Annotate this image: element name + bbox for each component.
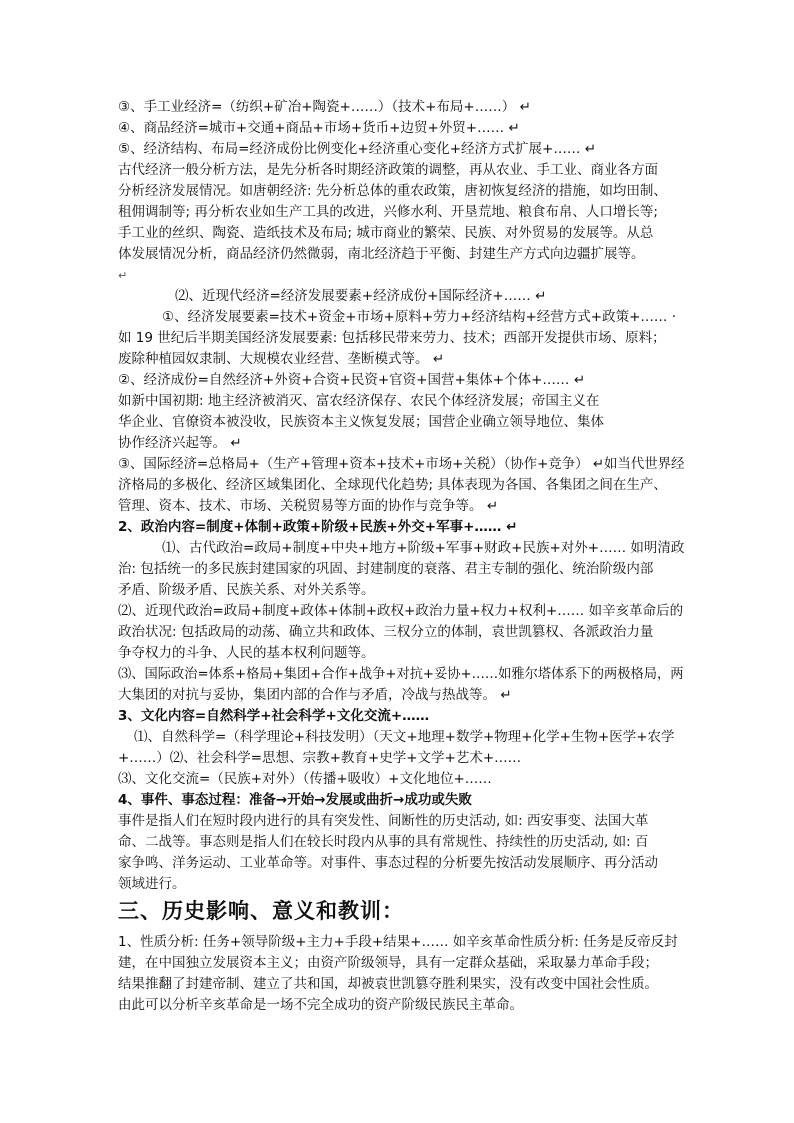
text-line: 租佣调制等; 再分析农业如生产工具的改进，兴修水利、开垦荒地、粮食布帛、人口增长等; bbox=[118, 204, 658, 220]
text-line: 废除种植园奴隶制、大规模农业经营、垄断模式等。 ↵ bbox=[118, 351, 445, 367]
text-line: 济格局的多极化、经济区域集团化、全球现代化趋势; 具体表现为各国、各集团之间在生产、 bbox=[118, 477, 667, 493]
text-line: 大集团的对抗与妥协，集团内部的合作与矛盾，冷战与热战等。 ↵ bbox=[118, 687, 512, 703]
paragraph-mark: ↵ bbox=[118, 269, 128, 282]
text-line: 由此可以分析辛亥革命是一场不完全成功的资产阶级民族民主革命。 bbox=[118, 997, 523, 1013]
text-line: 如新中国初期: 地主经济被消灭、富农经济保存、农民个体经济发展；帝国主义在 bbox=[118, 393, 600, 409]
text-line: 建，在中国独立发展资本主义；由资产阶级领导，具有一定群众基础，采取暴力革命手段； bbox=[118, 955, 658, 971]
text-line: ⑤、经济结构、布局=经济成份比例变化+经济重心变化+经济方式扩展+…… ↵ bbox=[118, 141, 596, 157]
text-line: 体发展情况分析，商品经济仍然微弱，南北经济趋于平衡、封建生产方式向边疆扩展等。 bbox=[118, 246, 645, 262]
text-line: ③、手工业经济=（纺织+矿冶+陶瓷+……）（技术+布局+……） ↵ bbox=[118, 99, 531, 115]
text-line: ⑶、文化交流=（民族+对外）（传播+吸收）+文化地位+…… bbox=[118, 771, 492, 787]
text-line: 治: 包括统一的多民族封建国家的巩固、封建制度的衰落、君主专制的强化、统治阶级内部 bbox=[118, 561, 654, 577]
text-line: ⑶、国际政治=体系+格局+集团+合作+战争+对抗+妥协+……如雅尔塔体系下的两极格局，两 bbox=[118, 666, 684, 682]
text-line: 1、性质分析: 任务+领导阶级+主力+手段+结果+…… 如辛亥革命性质分析: 任务是反帝反封 bbox=[118, 934, 678, 950]
text-line: ⑴、自然科学=（科学理论+科技发明）（天文+地理+数学+物理+化学+生物+医学+农学 bbox=[134, 729, 675, 745]
text-line: ①、经济发展要素=技术+资金+市场+原料+劳力+经济结构+经营方式+政策+…… · bbox=[162, 309, 676, 325]
text-line: 结果推翻了封建帝制、建立了共和国，却被袁世凯篡夺胜利果实，没有改变中国社会性质。 bbox=[118, 976, 658, 992]
text-line: 管理、资本、技术、市场、关税贸易等方面的协作与竞争等。 ↵ bbox=[118, 498, 499, 514]
text-line: ②、经济成份=自然经济+外资+合资+民资+官资+国营+集体+个体+…… ↵ bbox=[118, 372, 586, 388]
text-line: 分析经济发展情况。如唐朝经济: 先分析总体的重农政策，唐初恢复经济的措施，如均田制、 bbox=[118, 183, 667, 199]
text-line: ⑵、近现代政治=政局+制度+政体+体制+政权+政治力量+权力+权利+…… 如辛亥革命后的 bbox=[118, 603, 684, 619]
text-line: 争夺权力的斗争、人民的基本权利问题等。 bbox=[118, 645, 375, 661]
text-line: 矛盾、阶级矛盾、民族关系、对外关系等。 bbox=[118, 582, 375, 598]
text-line: 手工业的丝织、陶瓷、造纸技术及布局; 城市商业的繁荣、民族、对外贸易的发展等。从总 bbox=[118, 225, 654, 241]
text-line: 家争鸣、洋务运动、工业革命等。对事件、事态过程的分析要先按活动发展顺序、再分活动 bbox=[118, 855, 658, 871]
text-line: ⑴、古代政治=政局+制度+中央+地方+阶级+军事+财政+民族+对外+…… 如明清政 bbox=[162, 540, 685, 556]
text-line: 命、二战等。事态则是指人们在较长时段内从事的具有常规性、持续性的历史活动, 如: 百 bbox=[118, 834, 649, 850]
text-line: ⑵、近现代经济=经济发展要素+经济成份+国际经济+…… ↵ bbox=[175, 288, 547, 304]
text-line: 2、政治内容=制度+体制+政策+阶级+民族+外交+军事+…… ↵ bbox=[118, 519, 518, 535]
text-line: 事件是指人们在短时段内进行的具有突发性、间断性的历史活动, 如: 西安事变、法国大革 bbox=[118, 813, 649, 829]
section-heading: 三、历史影响、意义和教训： bbox=[118, 899, 404, 923]
text-line: 3、文化内容=自然科学+社会科学+文化交流+…… bbox=[118, 708, 430, 724]
text-line: 如 19 世纪后半期美国经济发展要素: 包括移民带来劳力、技术；西部开发提供市场、原料； bbox=[118, 330, 666, 346]
text-line: +……）⑵、社会科学=思想、宗教+教育+史学+文学+艺术+…… bbox=[118, 750, 522, 766]
text-line: 协作经济兴起等。 ↵ bbox=[118, 435, 242, 451]
text-line: 政治状况: 包括政局的动荡、确立共和政体、三权分立的体制，袁世凯篡权、各派政治力量 bbox=[118, 624, 654, 640]
text-line: ③、国际经济=总格局+（生产+管理+资本+技术+市场+关税）（协作+竞争） ↵如当代世界经 bbox=[118, 456, 685, 472]
text-line: 4、事件、事态过程：准备→开始→发展或曲折→成功或失败 bbox=[118, 792, 472, 808]
text-line: 领域进行。 bbox=[118, 876, 186, 892]
text-line: 古代经济一般分析方法，是先分析各时期经济政策的调整，再从农业、手工业、商业各方面 bbox=[118, 162, 658, 178]
text-line: 华企业、官僚资本被没收，民族资本主义恢复发展；国营企业确立领导地位、集体 bbox=[118, 414, 604, 430]
text-line: ④、商品经济=城市+交通+商品+市场+货币+边贸+外贸+…… ↵ bbox=[118, 120, 520, 136]
